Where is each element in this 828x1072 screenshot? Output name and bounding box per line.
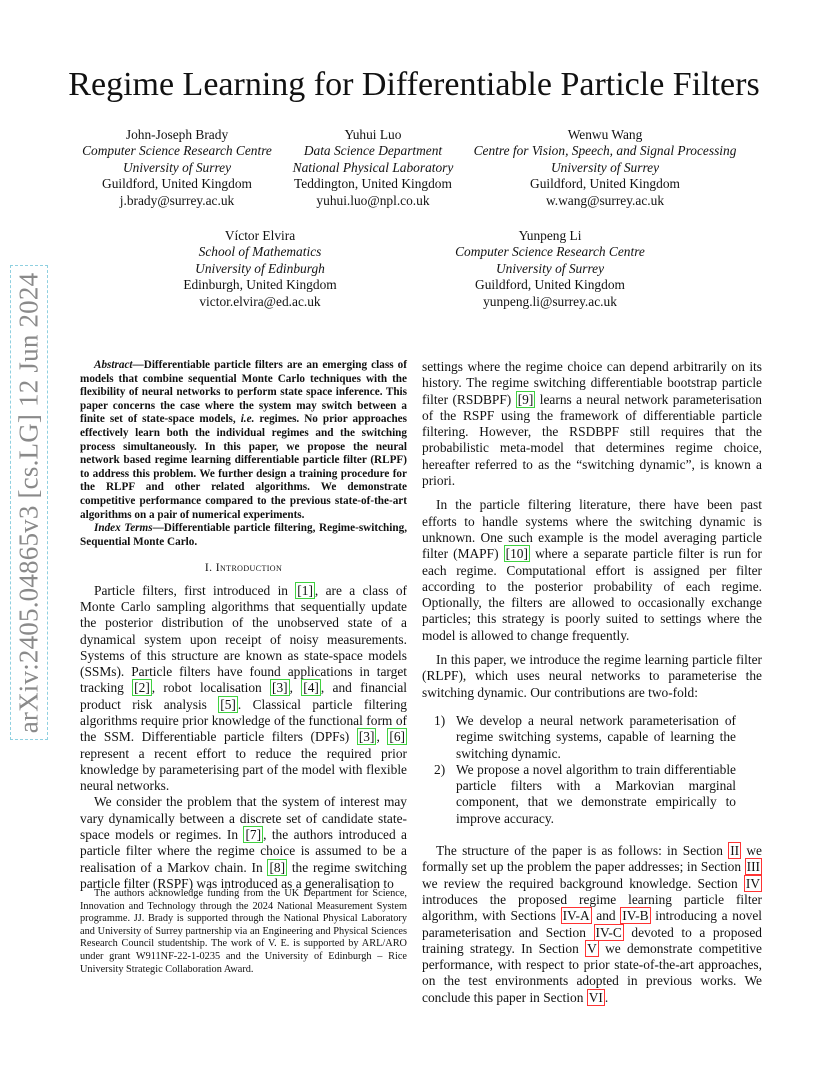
index-terms-label: Index Terms <box>94 522 153 535</box>
author-affiliation: School of Mathematics <box>198 244 322 260</box>
abstract-text-2: regimes. No prior approaches effectively learn both the individual regimes and the switching process simultaneously. In this paper, we propose the neural network based regime learning differentiable particle filter (RLPF) to address this problem. We further design a training procedure for the RLPF and other related algorithms. We demonstrate competitive performance compared to the previous state-of-the-art algorithms on a pair of numerical experiments. <box>80 413 407 521</box>
section-link[interactable]: IV-C <box>595 924 622 940</box>
contribution-text: We develop a neural network parameterisation of regime switching systems, capable of learning the switching dynamic. <box>456 712 736 761</box>
contributions-list <box>422 713 762 827</box>
author-affiliation: Computer Science Research Centre <box>82 143 272 159</box>
citation-link[interactable]: [8] <box>269 859 286 875</box>
section-link[interactable]: II <box>730 843 740 859</box>
right-paragraph-1: settings where the regime choice can depend arbitrarily on its history. The regime switching differentiable bootstrap particle filter (RSDBPF) [9] learns a neural network parameterisation of the RSPF using the framework of differentiable particle filtering. However, the RSDBPF still requires that the probabilistic meta-model that determines regime choice, hereafter referred to as the “switching dynamic”, is known a priori. <box>422 359 762 489</box>
author-institution: National Physical Laboratory <box>292 159 454 175</box>
arxiv-stamp[interactable] <box>10 265 48 740</box>
author-email[interactable]: victor.elvira@ed.ac.uk <box>199 293 321 309</box>
citation-link[interactable]: [6] <box>389 729 405 745</box>
paper-title: Regime Learning for Differentiable Particle Filters <box>68 66 760 103</box>
author-affiliation: Computer Science Research Centre <box>455 244 645 260</box>
author-affiliation: Data Science Department <box>303 143 443 159</box>
citation-link[interactable]: [7] <box>245 827 262 843</box>
abstract-ie: i.e. <box>240 413 255 426</box>
abstract-text: —Differentiable particle filters are an emerging class of models that combine sequential Monte Carlo techniques with the flexibility of neural networks to perform state space inference. This paper concerns the case where the system may switch between a finite set of state-space models, <box>80 359 407 426</box>
citation-link[interactable]: [4] <box>303 680 319 696</box>
author-email[interactable]: yuhui.luo@npl.co.uk <box>316 192 430 208</box>
author-location: Guildford, United Kingdom <box>475 277 625 293</box>
right-column <box>422 359 762 1006</box>
author-location: Edinburgh, United Kingdom <box>183 277 337 293</box>
author-institution: University of Surrey <box>550 159 660 175</box>
right-paragraph-2: In the particle filtering literature, there have been past efforts to handle systems where the switching dynamic is unknown. One such example is the model averaging particle filter (MAPF) [10] where a separate particle filter is run for each regime. Computational effort is assigned per filter according to the posterior probability of each regime. Optionally, the filters are allowed to occasionally exchange particles; this strategy is poorly suited to settings where the model is allowed to change frequently. <box>422 497 763 643</box>
author-block-5 <box>430 228 670 310</box>
author-name: John-Joseph Brady <box>125 127 229 142</box>
author-email[interactable]: j.brady@surrey.ac.uk <box>119 192 235 208</box>
section-link[interactable]: V <box>587 940 597 956</box>
section-link[interactable]: III <box>746 859 760 875</box>
author-block-1 <box>72 127 282 209</box>
contribution-item <box>422 762 762 827</box>
author-name: Víctor Elvira <box>224 228 296 243</box>
right-paragraph-3: In this paper, we introduce the regime learning particle filter (RLPF), which uses neural networks to parameterise the switching dynamic. Our contributions are two-fold: <box>422 652 762 700</box>
author-name: Wenwu Wang <box>567 127 643 142</box>
author-location: Guildford, United Kingdom <box>102 176 252 192</box>
intro-paragraph-1: Particle filters, first introduced in [1] , are a class of Monte Carlo sampling algorithms that sequentially update the posterior distribution of the unobserved state of a dynamical system upon receipt of noisy measurements. Systems of this structure are known as state-space models (SSMs). Particle filters have found applications in target tracking [2] , robot localisation [3] , [4] , and financial product risk analysis [5] . Classical particle filtering algorithms require prior knowledge of the functional form of the SSM. Differentiable particle filters (DPFs) [3] , [6] represent a recent effort to reduce the required prior knowledge by parameterising part of the model with flexible neural networks. <box>80 582 408 794</box>
author-block-2 <box>273 127 473 209</box>
section-link[interactable]: IV-B <box>622 908 649 924</box>
abstract-label: Abstract <box>94 359 133 371</box>
arxiv-stamp-text: arXiv:2405.04865v3 [cs.LG] 12 Jun 2024 <box>13 272 44 733</box>
section-heading-introduction <box>80 560 407 576</box>
citation-link[interactable]: [2] <box>134 680 150 696</box>
citation-link[interactable]: [5] <box>220 696 236 712</box>
section-link[interactable]: IV-A <box>562 908 590 924</box>
author-email[interactable]: w.wang@surrey.ac.uk <box>545 192 665 208</box>
funding-footnote: The authors acknowledge funding from the UK Department for Science, Innovation and Technology through the 2024 National Measurement System programme. JJ. Brady is supported through the National Physical Laboratory and University of Surrey partnership via an Engineering and Physical Sciences Research Council studentship. The work of V. E. is supported by ARL/ARO under grant W911NF-22-1-0235 and the University of Edinburgh – Rice University Strategic Collaboration Award. <box>80 888 407 975</box>
author-name: Yuhui Luo <box>344 127 402 142</box>
author-institution: University of Surrey <box>495 260 605 276</box>
contribution-text: We propose a novel algorithm to train differentiable particle filters with a Markovian marginal component, that we demonstrate empirically to improve accuracy. <box>456 761 736 826</box>
section-link[interactable]: IV <box>745 875 760 891</box>
section-link[interactable]: VI <box>588 989 603 1005</box>
right-paragraph-4: The structure of the paper is as follows: in Section II we formally set up the problem the paper addresses; in Section III we review the required background knowledge. Section IV introduces the proposed regime learning particle filter algorithm, with Sections IV-A and IV-B introducing a novel parameterisation and Section IV-C devoted to a proposed training strategy. In Section V we demonstrate competitive performance, with respect to prior state-of-the-art approaches, on the test environments adopted in previous works. We conclude this paper in Section VI . <box>422 843 763 1005</box>
author-affiliation: Centre for Vision, Speech, and Signal Processing <box>473 143 737 159</box>
intro-paragraph-2: We consider the problem that the system of interest may vary dynamically between a discrete set of candidate state-space models or regimes. In [7] , the authors introduced a particle filter where the regime choice is assumed to be a realisation of a Markov chain. In [8] the regime switching particle filter (RSPF) was introduced as a generalisation to <box>80 794 408 891</box>
citation-link[interactable]: [9] <box>517 391 534 407</box>
author-email[interactable]: yunpeng.li@surrey.ac.uk <box>483 293 617 309</box>
author-block-3 <box>460 127 750 209</box>
section-numeral: I. <box>204 561 213 575</box>
citation-link[interactable]: [3] <box>358 729 375 745</box>
abstract <box>80 359 407 549</box>
section-title: Introduction <box>215 561 283 575</box>
author-block-4 <box>155 228 365 310</box>
contribution-item <box>422 713 762 762</box>
list-number: 2) <box>434 761 446 777</box>
list-number: 1) <box>434 712 446 728</box>
author-institution: University of Edinburgh <box>195 260 325 276</box>
author-institution: University of Surrey <box>122 159 232 175</box>
citation-link[interactable]: [10] <box>505 546 528 562</box>
index-terms: —Differentiable particle filtering, Regime-switching, Sequential Monte Carlo. <box>80 522 407 548</box>
author-name: Yunpeng Li <box>518 228 582 243</box>
author-location: Teddington, United Kingdom <box>294 176 452 192</box>
left-column <box>80 359 407 892</box>
citation-link[interactable]: [3] <box>272 680 288 696</box>
citation-link[interactable]: [1] <box>297 582 313 598</box>
author-location: Guildford, United Kingdom <box>530 176 680 192</box>
